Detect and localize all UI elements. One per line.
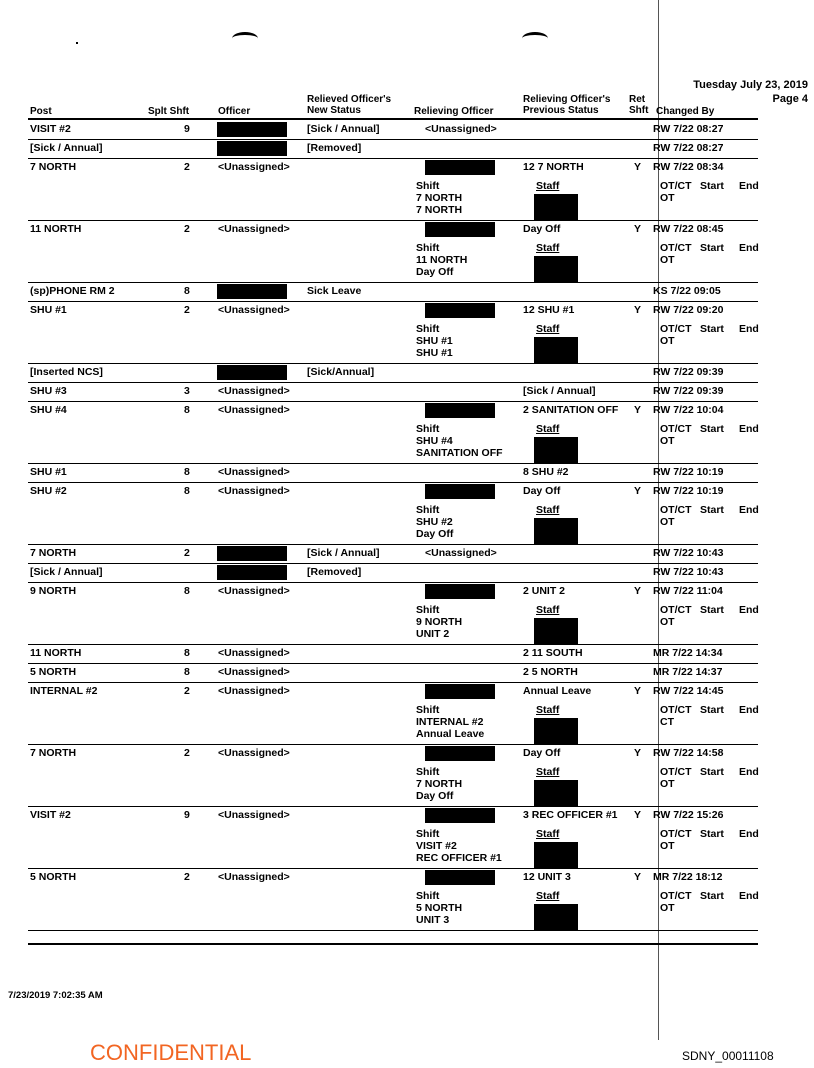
redacted-relieving-officer	[425, 808, 495, 823]
table-row	[0, 869, 814, 930]
detail-staff: Staff	[536, 180, 560, 192]
cell-changed-by: RW 7/22 10:19	[653, 466, 724, 478]
cell-post: [Sick / Annual]	[30, 566, 103, 578]
detail-end-label: End	[739, 242, 759, 254]
cell-shft: 2	[184, 304, 190, 316]
cell-shft: 9	[184, 809, 190, 821]
cell-shft: 2	[184, 161, 190, 173]
table-row	[0, 283, 814, 301]
cell-new-status: [Sick / Annual]	[307, 547, 380, 559]
cell-changed-by: RW 7/22 08:34	[653, 161, 724, 173]
cell-shft: 8	[184, 404, 190, 416]
cell-prev-status: 2 11 SOUTH	[523, 647, 583, 659]
cell-changed-by: RW 7/22 10:43	[653, 566, 724, 578]
redacted-officer	[217, 546, 287, 561]
cell-changed-by: RW 7/22 10:19	[653, 485, 724, 497]
cell-relieving: <Unassigned>	[425, 547, 497, 559]
cell-ret: Y	[634, 747, 642, 759]
cell-ret: Y	[634, 223, 642, 235]
cell-changed-by: KS 7/22 09:05	[653, 285, 721, 297]
detail-line-2: 7 NORTH	[416, 204, 463, 216]
detail-staff: Staff	[536, 423, 560, 435]
col-ret-1: Ret	[629, 94, 646, 105]
redacted-staff	[534, 437, 578, 463]
detail-start-label: Start	[700, 604, 724, 616]
detail-start-label: Start	[700, 180, 724, 192]
detail-staff: Staff	[536, 766, 560, 778]
punch-mark-left	[232, 32, 258, 45]
detail-line-1: 7 NORTH	[416, 778, 463, 790]
table-row	[0, 683, 814, 744]
detail-ot-value: CT	[660, 716, 674, 728]
detail-otct-label: OT/CT	[660, 828, 692, 840]
cell-post: [Sick / Annual]	[30, 142, 103, 154]
cell-officer: <Unassigned>	[218, 666, 290, 678]
cell-changed-by: RW 7/22 10:04	[653, 404, 724, 416]
cell-changed-by: MR 7/22 14:34	[653, 647, 723, 659]
detail-ot-value: OT	[660, 192, 675, 204]
cell-prev-status: 2 5 NORTH	[523, 666, 578, 678]
redacted-relieving-officer	[425, 160, 495, 175]
cell-officer: <Unassigned>	[218, 304, 290, 316]
cell-officer: <Unassigned>	[218, 485, 290, 497]
detail-otct-label: OT/CT	[660, 890, 692, 902]
cell-changed-by: RW 7/22 09:20	[653, 304, 724, 316]
detail-shift-label: Shift	[416, 323, 440, 335]
detail-shift-label: Shift	[416, 766, 440, 778]
detail-end-label: End	[739, 604, 759, 616]
table-row	[0, 464, 814, 482]
detail-start-label: Start	[700, 504, 724, 516]
detail-start-label: Start	[700, 423, 724, 435]
cell-prev-status: 8 SHU #2	[523, 466, 569, 478]
redacted-relieving-officer	[425, 222, 495, 237]
cell-post: SHU #1	[30, 304, 67, 316]
cell-post: 11 NORTH	[30, 647, 82, 659]
bates-number: SDNY_00011108	[682, 1049, 774, 1063]
cell-post: 9 NORTH	[30, 585, 77, 597]
detail-shift-label: Shift	[416, 504, 440, 516]
cell-shft: 8	[184, 647, 190, 659]
cell-shft: 3	[184, 385, 190, 397]
redacted-relieving-officer	[425, 403, 495, 418]
col-relieved-status-1: Relieved Officer's	[307, 94, 392, 105]
table-row	[0, 545, 814, 563]
cell-officer: <Unassigned>	[218, 223, 290, 235]
cell-changed-by: RW 7/22 14:58	[653, 747, 724, 759]
row-separator	[28, 930, 758, 931]
cell-prev-status: Day Off	[523, 747, 561, 759]
cell-post: INTERNAL #2	[30, 685, 98, 697]
detail-otct-label: OT/CT	[660, 180, 692, 192]
cell-officer: <Unassigned>	[218, 161, 290, 173]
detail-end-label: End	[739, 828, 759, 840]
cell-post: VISIT #2	[30, 809, 71, 821]
table-row	[0, 564, 814, 582]
table-row	[0, 302, 814, 363]
detail-ot-value: OT	[660, 254, 675, 266]
detail-line-1: INTERNAL #2	[416, 716, 484, 728]
detail-line-1: SHU #4	[416, 435, 453, 447]
cell-new-status: [Sick/Annual]	[307, 366, 375, 378]
table-row	[0, 364, 814, 382]
detail-staff: Staff	[536, 323, 560, 335]
detail-start-label: Start	[700, 242, 724, 254]
cell-changed-by: RW 7/22 10:43	[653, 547, 724, 559]
detail-shift-label: Shift	[416, 242, 440, 254]
cell-shft: 8	[184, 285, 190, 297]
detail-ot-value: OT	[660, 516, 675, 528]
cell-changed-by: RW 7/22 08:27	[653, 142, 724, 154]
cell-relieving: <Unassigned>	[425, 123, 497, 135]
redacted-officer	[217, 284, 287, 299]
detail-line-2: SANITATION OFF	[416, 447, 503, 459]
cell-post: SHU #2	[30, 485, 67, 497]
cell-changed-by: MR 7/22 14:37	[653, 666, 723, 678]
detail-otct-label: OT/CT	[660, 766, 692, 778]
detail-otct-label: OT/CT	[660, 423, 692, 435]
cell-changed-by: RW 7/22 09:39	[653, 385, 724, 397]
redacted-staff	[534, 518, 578, 544]
cell-new-status: [Removed]	[307, 566, 362, 578]
redacted-officer	[217, 365, 287, 380]
cell-new-status: [Sick / Annual]	[307, 123, 380, 135]
cell-prev-status: Day Off	[523, 485, 561, 497]
detail-end-label: End	[739, 180, 759, 192]
detail-line-1: SHU #1	[416, 335, 453, 347]
cell-shft: 2	[184, 547, 190, 559]
table-row	[0, 645, 814, 663]
cell-prev-status: 3 REC OFFICER #1	[523, 809, 618, 821]
detail-line-1: 5 NORTH	[416, 902, 463, 914]
cell-ret: Y	[634, 161, 642, 173]
cell-ret: Y	[634, 809, 642, 821]
redacted-staff	[534, 194, 578, 220]
cell-shft: 8	[184, 585, 190, 597]
detail-shift-label: Shift	[416, 180, 440, 192]
cell-officer: <Unassigned>	[218, 647, 290, 659]
punch-mark-right	[522, 32, 548, 45]
detail-shift-label: Shift	[416, 704, 440, 716]
detail-ot-value: OT	[660, 778, 675, 790]
col-officer: Officer	[218, 106, 251, 117]
cell-post: [Inserted NCS]	[30, 366, 103, 378]
table-row	[0, 664, 814, 682]
redacted-relieving-officer	[425, 870, 495, 885]
detail-ot-value: OT	[660, 840, 675, 852]
cell-shft: 9	[184, 123, 190, 135]
cell-new-status: [Removed]	[307, 142, 362, 154]
redacted-officer	[217, 565, 287, 580]
header-rule	[28, 118, 758, 120]
detail-line-2: Day Off	[416, 266, 454, 278]
detail-line-1: 9 NORTH	[416, 616, 463, 628]
cell-prev-status: 12 UNIT 3	[523, 871, 571, 883]
cell-prev-status: 2 UNIT 2	[523, 585, 566, 597]
cell-officer: <Unassigned>	[218, 466, 290, 478]
cell-officer: <Unassigned>	[218, 585, 290, 597]
col-splt-shft: Splt Shft	[148, 106, 190, 117]
redacted-staff	[534, 618, 578, 644]
table-row	[0, 402, 814, 463]
cell-prev-status: Day Off	[523, 223, 561, 235]
cell-officer: <Unassigned>	[218, 747, 290, 759]
cell-post: VISIT #2	[30, 123, 71, 135]
detail-line-1: 11 NORTH	[416, 254, 468, 266]
detail-end-label: End	[739, 890, 759, 902]
cell-post: 11 NORTH	[30, 223, 82, 235]
detail-start-label: Start	[700, 828, 724, 840]
table-row	[0, 140, 814, 158]
detail-staff: Staff	[536, 828, 560, 840]
detail-end-label: End	[739, 323, 759, 335]
table-row	[0, 583, 814, 644]
cell-officer: <Unassigned>	[218, 871, 290, 883]
cell-post: SHU #1	[30, 466, 67, 478]
detail-line-1: VISIT #2	[416, 840, 457, 852]
detail-otct-label: OT/CT	[660, 604, 692, 616]
cell-shft: 2	[184, 747, 190, 759]
detail-line-1: 7 NORTH	[416, 192, 463, 204]
cell-officer: <Unassigned>	[218, 809, 290, 821]
detail-line-2: Annual Leave	[416, 728, 485, 740]
cell-shft: 2	[184, 223, 190, 235]
redacted-staff	[534, 256, 578, 282]
detail-ot-value: OT	[660, 435, 675, 447]
col-relieved-status-2: New Status	[307, 105, 361, 116]
detail-shift-label: Shift	[416, 423, 440, 435]
table-row	[0, 483, 814, 544]
detail-ot-value: OT	[660, 902, 675, 914]
redacted-staff	[534, 904, 578, 930]
cell-shft: 8	[184, 666, 190, 678]
table-row	[0, 159, 814, 220]
col-relieving-officer: Relieving Officer	[414, 106, 494, 117]
redacted-relieving-officer	[425, 484, 495, 499]
table-end-rule	[28, 943, 758, 945]
detail-line-2: Day Off	[416, 528, 454, 540]
page-number: Page 4	[772, 93, 808, 105]
detail-start-label: Start	[700, 323, 724, 335]
table-row	[0, 383, 814, 401]
detail-end-label: End	[739, 423, 759, 435]
detail-otct-label: OT/CT	[660, 704, 692, 716]
detail-ot-value: OT	[660, 616, 675, 628]
detail-otct-label: OT/CT	[660, 323, 692, 335]
cell-post: (sp)PHONE RM 2	[30, 285, 115, 297]
detail-start-label: Start	[700, 766, 724, 778]
cell-prev-status: Annual Leave	[523, 685, 592, 697]
redacted-officer	[217, 141, 287, 156]
cell-changed-by: RW 7/22 14:45	[653, 685, 724, 697]
redacted-relieving-officer	[425, 684, 495, 699]
cell-prev-status: 12 SHU #1	[523, 304, 575, 316]
detail-start-label: Start	[700, 704, 724, 716]
detail-line-1: SHU #2	[416, 516, 453, 528]
redacted-staff	[534, 718, 578, 744]
detail-line-2: Day Off	[416, 790, 454, 802]
redacted-staff	[534, 337, 578, 363]
detail-start-label: Start	[700, 890, 724, 902]
col-ret-2: Shft	[629, 105, 649, 116]
dot-mark	[76, 42, 78, 44]
detail-shift-label: Shift	[416, 890, 440, 902]
col-changed-by: Changed By	[656, 106, 715, 117]
cell-shft: 8	[184, 466, 190, 478]
cell-officer: <Unassigned>	[218, 685, 290, 697]
cell-post: 5 NORTH	[30, 871, 77, 883]
cell-changed-by: RW 7/22 09:39	[653, 366, 724, 378]
detail-line-2: UNIT 2	[416, 628, 450, 640]
detail-shift-label: Shift	[416, 604, 440, 616]
col-relieving-prev-2: Previous Status	[523, 105, 599, 116]
detail-staff: Staff	[536, 504, 560, 516]
redacted-staff	[534, 780, 578, 806]
cell-prev-status: 2 SANITATION OFF	[523, 404, 619, 416]
detail-line-2: UNIT 3	[416, 914, 450, 926]
cell-changed-by: RW 7/22 08:27	[653, 123, 724, 135]
detail-staff: Staff	[536, 242, 560, 254]
detail-shift-label: Shift	[416, 828, 440, 840]
cell-ret: Y	[634, 685, 642, 697]
cell-changed-by: MR 7/22 18:12	[653, 871, 723, 883]
cell-shft: 2	[184, 685, 190, 697]
cell-post: SHU #3	[30, 385, 67, 397]
cell-post: 7 NORTH	[30, 547, 77, 559]
detail-staff: Staff	[536, 890, 560, 902]
detail-otct-label: OT/CT	[660, 504, 692, 516]
detail-staff: Staff	[536, 604, 560, 616]
detail-line-2: REC OFFICER #1	[416, 852, 502, 864]
table-row	[0, 221, 814, 282]
cell-new-status: Sick Leave	[307, 285, 362, 297]
confidential-stamp: CONFIDENTIAL	[90, 1040, 252, 1065]
table-row	[0, 745, 814, 806]
detail-end-label: End	[739, 504, 759, 516]
detail-ot-value: OT	[660, 335, 675, 347]
cell-ret: Y	[634, 871, 642, 883]
cell-post: 5 NORTH	[30, 666, 77, 678]
cell-post: SHU #4	[30, 404, 67, 416]
cell-post: 7 NORTH	[30, 747, 77, 759]
cell-post: 7 NORTH	[30, 161, 77, 173]
cell-changed-by: RW 7/22 15:26	[653, 809, 724, 821]
cell-changed-by: RW 7/22 08:45	[653, 223, 724, 235]
redacted-relieving-officer	[425, 746, 495, 761]
detail-staff: Staff	[536, 704, 560, 716]
detail-end-label: End	[739, 766, 759, 778]
cell-officer: <Unassigned>	[218, 404, 290, 416]
report-date: Tuesday July 23, 2019	[693, 79, 808, 91]
col-post: Post	[30, 106, 52, 117]
redacted-relieving-officer	[425, 584, 495, 599]
cell-ret: Y	[634, 404, 642, 416]
footer-timestamp: 7/23/2019 7:02:35 AM	[8, 990, 103, 1001]
redacted-relieving-officer	[425, 303, 495, 318]
redacted-officer	[217, 122, 287, 137]
table-row	[0, 121, 814, 139]
cell-ret: Y	[634, 304, 642, 316]
cell-officer: <Unassigned>	[218, 385, 290, 397]
detail-otct-label: OT/CT	[660, 242, 692, 254]
cell-ret: Y	[634, 585, 642, 597]
table-row	[0, 807, 814, 868]
cell-prev-status: [Sick / Annual]	[523, 385, 596, 397]
cell-prev-status: 12 7 NORTH	[523, 161, 584, 173]
detail-line-2: SHU #1	[416, 347, 453, 359]
cell-shft: 2	[184, 871, 190, 883]
detail-end-label: End	[739, 704, 759, 716]
cell-changed-by: RW 7/22 11:04	[653, 585, 723, 597]
cell-shft: 8	[184, 485, 190, 497]
cell-ret: Y	[634, 485, 642, 497]
redacted-staff	[534, 842, 578, 868]
col-relieving-prev-1: Relieving Officer's	[523, 94, 611, 105]
